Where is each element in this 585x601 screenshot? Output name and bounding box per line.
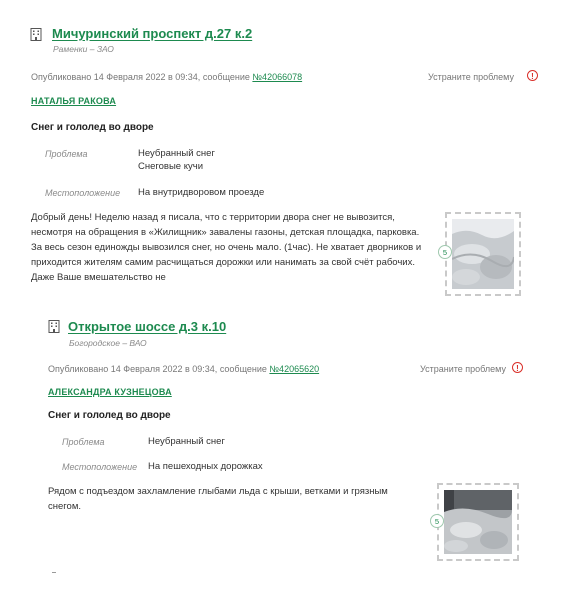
snow-image: [452, 219, 514, 289]
category-title: Снег и гололед во дворе: [48, 410, 171, 421]
building-icon: [30, 28, 42, 41]
post-meta: [31, 72, 302, 82]
photo-count-badge[interactable]: 5: [438, 245, 452, 259]
post-text: Рядом с подъездом захламление глыбами льда с крыши, ветками и грязным снегом.: [48, 486, 388, 512]
alert-icon[interactable]: !: [527, 70, 538, 81]
message-number-link[interactable]: №42066078: [252, 72, 303, 82]
ice-image: [444, 490, 512, 554]
location-label: Местоположение: [62, 462, 138, 472]
photo-count-badge[interactable]: 5: [430, 514, 444, 528]
location-value: На пешеходных дорожках: [148, 461, 263, 472]
problem-value-1: Неубранный снег: [148, 436, 225, 447]
location-label: Местоположение: [45, 188, 121, 198]
report-problem-link[interactable]: Устраните проблему: [428, 72, 514, 82]
post-address-link[interactable]: Мичуринский проспект д.27 к.2: [52, 26, 253, 41]
problem-value-1: Неубранный снег: [138, 148, 215, 159]
published-date: Опубликовано 14 Февраля 2022 в 09:34, сообщение: [48, 364, 270, 374]
problem-label: Проблема: [45, 149, 88, 159]
post-meta: [48, 364, 319, 374]
author-link[interactable]: АЛЕКСАНДРА КУЗНЕЦОВА: [48, 387, 172, 397]
alert-icon[interactable]: !: [512, 362, 523, 373]
author-link[interactable]: НАТАЛЬЯ РАКОВА: [31, 96, 117, 106]
post-district: Богородское – ВАО: [69, 338, 147, 348]
published-date: Опубликовано 14 Февраля 2022 в 09:34, сообщение: [31, 72, 253, 82]
photo-thumbnail[interactable]: [437, 483, 519, 561]
category-title: Снег и гололед во дворе: [31, 122, 154, 133]
problem-label: Проблема: [62, 437, 105, 447]
ice-photo: [444, 490, 512, 554]
post-text: Добрый день! Неделю назад я писала, что с территории двора снег не вывозится, несмотря на обращения в «Жилищник» завалены газоны, детская площадка, парковка. За весь сезон единожды вывозился снег, но очень мало. (1час). Не хватает дворников и приходится жителям самим расчищаться дорожки или нанимать за свой счёт рабочих. Даже Ваше вмешательство не: [31, 212, 422, 283]
post-address-link[interactable]: Открытое шоссе д.3 к.10: [68, 319, 227, 334]
post-district: Раменки – ЗАО: [53, 44, 114, 54]
snow-photo: [452, 219, 514, 289]
problem-value-2: Снеговые кучи: [138, 161, 203, 172]
message-number-link[interactable]: №42065620: [269, 364, 320, 374]
divider-mark: [52, 572, 56, 573]
report-problem-link[interactable]: Устраните проблему: [420, 364, 506, 374]
photo-thumbnail[interactable]: [445, 212, 521, 296]
location-value: На внутридворовом проезде: [138, 187, 265, 198]
building-icon: [48, 320, 60, 333]
